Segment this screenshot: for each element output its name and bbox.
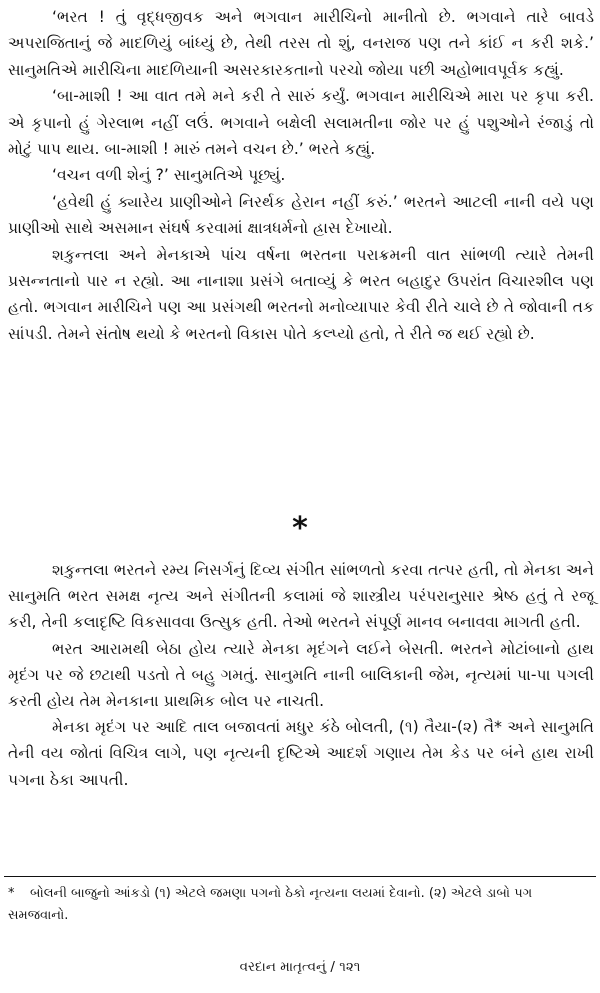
footnote bbox=[8, 883, 594, 927]
footnote-text: બોલની બાજુનો આંકડો (૧) એટલે જમણા પગનો ઠેકો નૃત્યના લયમાં દેવાનો. (૨) એટલે ડાબો પગ સમજવાનો. bbox=[8, 886, 533, 923]
footnote-marker: * bbox=[8, 886, 15, 901]
paragraph: ભરત આરામથી બેઠા હોય ત્યારે મેનકા મૃદંગને લઈને બેસતી. ભરતને મોટાંબાનો હાથ મૃદંગ પર જે છટાથી પડતો તે બહુ ગમતું. સાનુમતિ નાની બાલિકાની જેમ, નૃત્યમાં પા-પા પગલી કરતી હોય તેમ મેનકાના પ્રાથમિક બોલ પર નાચતી. bbox=[8, 639, 594, 711]
paragraph: ‘હવેથી હું ક્યારેય પ્રાણીઓને નિરર્થક હેરાન નહીં કરું.’ ભરતને આટલી નાની વયે પણ પ્રાણીઓ સાથે અસમાન સંઘર્ષ કરવામાં ક્ષાત્રધર્મનો હ્રાસ દેખાયો. bbox=[8, 192, 594, 238]
paragraph: ‘બા-માશી ! આ વાત તમે મને કરી તે સારું કર્યું. ભગવાન મારીચિએ મારા પર કૃપા કરી. એ કૃપાનો હું ગેરલાભ નહીં લઉં. ભગવાને બક્ષેલી સલામતીના જોર પર હું પશુઓને રંજાડું તો મોટું પાપ થાય. બા-માશી ! મારું તમને વચન છે.’ ભરતે કહ્યું. bbox=[8, 87, 594, 159]
footnote-divider bbox=[4, 876, 596, 877]
paragraph: શકુન્તલા અને મેનકાએ પાંચ વર્ષના ભરતના પરાક્રમની વાત સાંભળી ત્યારે તેમની પ્રસન્નતાનો પાર ન રહ્યો. આ નાનાશા પ્રસંગે બતાવ્યું કે ભરત બહાદુર ઉપરાંત વિચારશીલ પણ હતો. ભગવાન મારીચિને પણ આ પ્રસંગથી ભરતનો મનોવ્યાપાર કેવી રીતે ચાલે છે તે જોવાની તક સાંપડી. તેમને સંતોષ થયો કે ભરતનો વિકાસ પોતે કલ્પ્યો હતો, તે રીતે જ થઈ રહ્યો છે. bbox=[8, 245, 594, 343]
page-footer: વરદાન માતૃત્વનું / ૧૨૧ bbox=[239, 959, 361, 975]
paragraph: મેનકા મૃદંગ પર આદિ તાલ બજાવતાં મધુર કંઠે બોલતી, (૧) તૈયા-(૨) તૈ* અને સાનુમતિ તેની વય જોતાં વિચિત્ર લાગે, પણ નૃત્યની દૃષ્ટિએ આદર્શ ગણાય તેમ કેડ પર બંને હાથ રાખી પગના ઠેકા આપતી. bbox=[8, 718, 594, 789]
main-text-top bbox=[8, 4, 594, 347]
paragraph: ‘વચન વળી શેનું ?’ સાનુમતિએ પૂછ્યું. bbox=[52, 166, 286, 185]
main-text-bottom bbox=[8, 557, 594, 793]
section-separator: * bbox=[292, 511, 308, 546]
paragraph: ‘ભરત ! તું વૃદ્ધજીવક અને ભગવાન મારીચિનો માનીતો છે. ભગવાને તારે બાવડે અપરાજિતાનું જે માદળિયું બાંધ્યું છે, તેથી તરસ તો શું, વનરાજ પણ તને કાંઈ ન કરી શકે.’ સાનુમતિએ મારીચિના માદળિયાની અસરકારકતાનો પરચો જોયા પછી અહોભાવપૂર્વક કહ્યું. bbox=[8, 8, 594, 79]
paragraph: શકુન્તલા ભરતને રમ્ય નિસર્ગનું દિવ્ય સંગીત સાંભળતો કરવા તત્પર હતી, તો મેનકા અને સાનુમતિ ભરત સમક્ષ નૃત્ય અને સંગીતની કલામાં જે શાસ્ત્રીય પરંપરાનુસાર શ્રેષ્ઠ હતું તે રજૂ કરી, તેની કલાદૃષ્ટિ વિકસાવવા ઉત્સુક હતી. તેઓ ભરતને સંપૂર્ણ માનવ બનાવવા માગતી હતી. bbox=[8, 561, 594, 632]
